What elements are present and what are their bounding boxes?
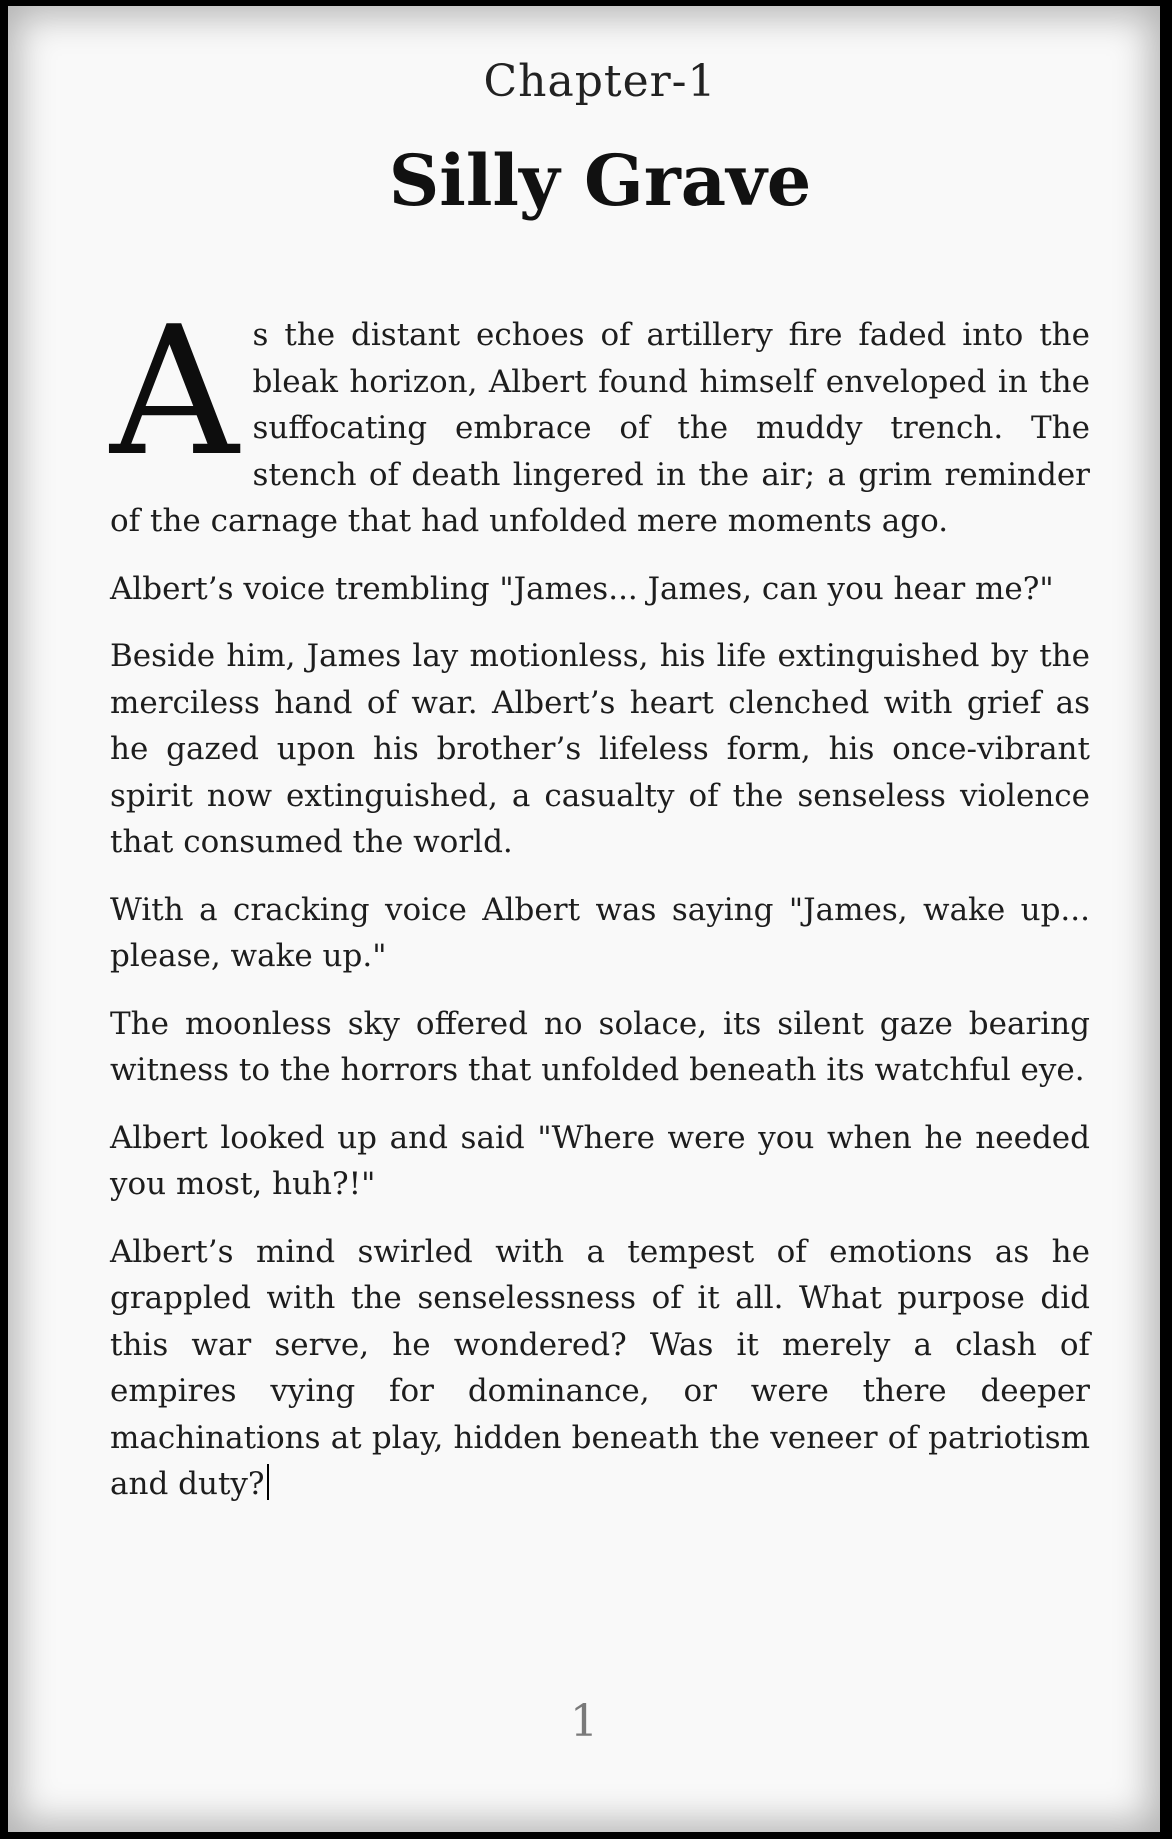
drop-cap: A bbox=[110, 288, 239, 495]
paragraph-1-text: s the distant echoes of artillery fire faded into the bleak horizon, Albert found himself enveloped in the suffocating embrace of the muddy trench. The stench of death lingered in the air; a grim reminder of the carnage that had unfolded mere moments ago. bbox=[110, 317, 1090, 539]
chapter-label: Chapter-1 bbox=[483, 56, 717, 107]
paragraph-5: The moonless sky offered no solace, its silent gaze bearing witness to the horrors that unfolded beneath its watchful eye. bbox=[110, 1005, 1090, 1088]
chapter-title: Silly Grave bbox=[388, 139, 812, 222]
paragraph-6: Albert looked up and said "Where were you when he needed you most, huh?!" bbox=[110, 1119, 1090, 1202]
paragraph-4: With a cracking voice Albert was saying "James, wake up... please, wake up." bbox=[110, 891, 1090, 974]
paragraph-3: Beside him, James lay motionless, his life extinguished by the merciless hand of war. Albert’s heart clenched with grief as he gazed upon his brother’s lifeless form, his once-vibrant spirit now extinguished, a casualty of the senseless violence that consumed the world. bbox=[110, 638, 1090, 860]
document-page bbox=[8, 6, 1160, 1832]
paragraph-2: Albert’s voice trembling "James... James, can you hear me?" bbox=[110, 570, 1054, 607]
chapter-body[interactable] bbox=[110, 288, 1090, 1529]
page-number: 1 bbox=[570, 1696, 598, 1747]
paragraph-7 bbox=[110, 1229, 1090, 1508]
paragraph-7-text: Albert’s mind swirled with a tempest of emotions as he grappled with the senselessness of it all. What purpose did this war serve, he wondered? Was it merely a clash of empires vying for dominance, or were there deeper machinations at play, hidden beneath the veneer of patriotism and duty? bbox=[110, 1233, 1090, 1502]
text-cursor bbox=[267, 1464, 269, 1500]
paragraph-1 bbox=[110, 288, 1090, 545]
